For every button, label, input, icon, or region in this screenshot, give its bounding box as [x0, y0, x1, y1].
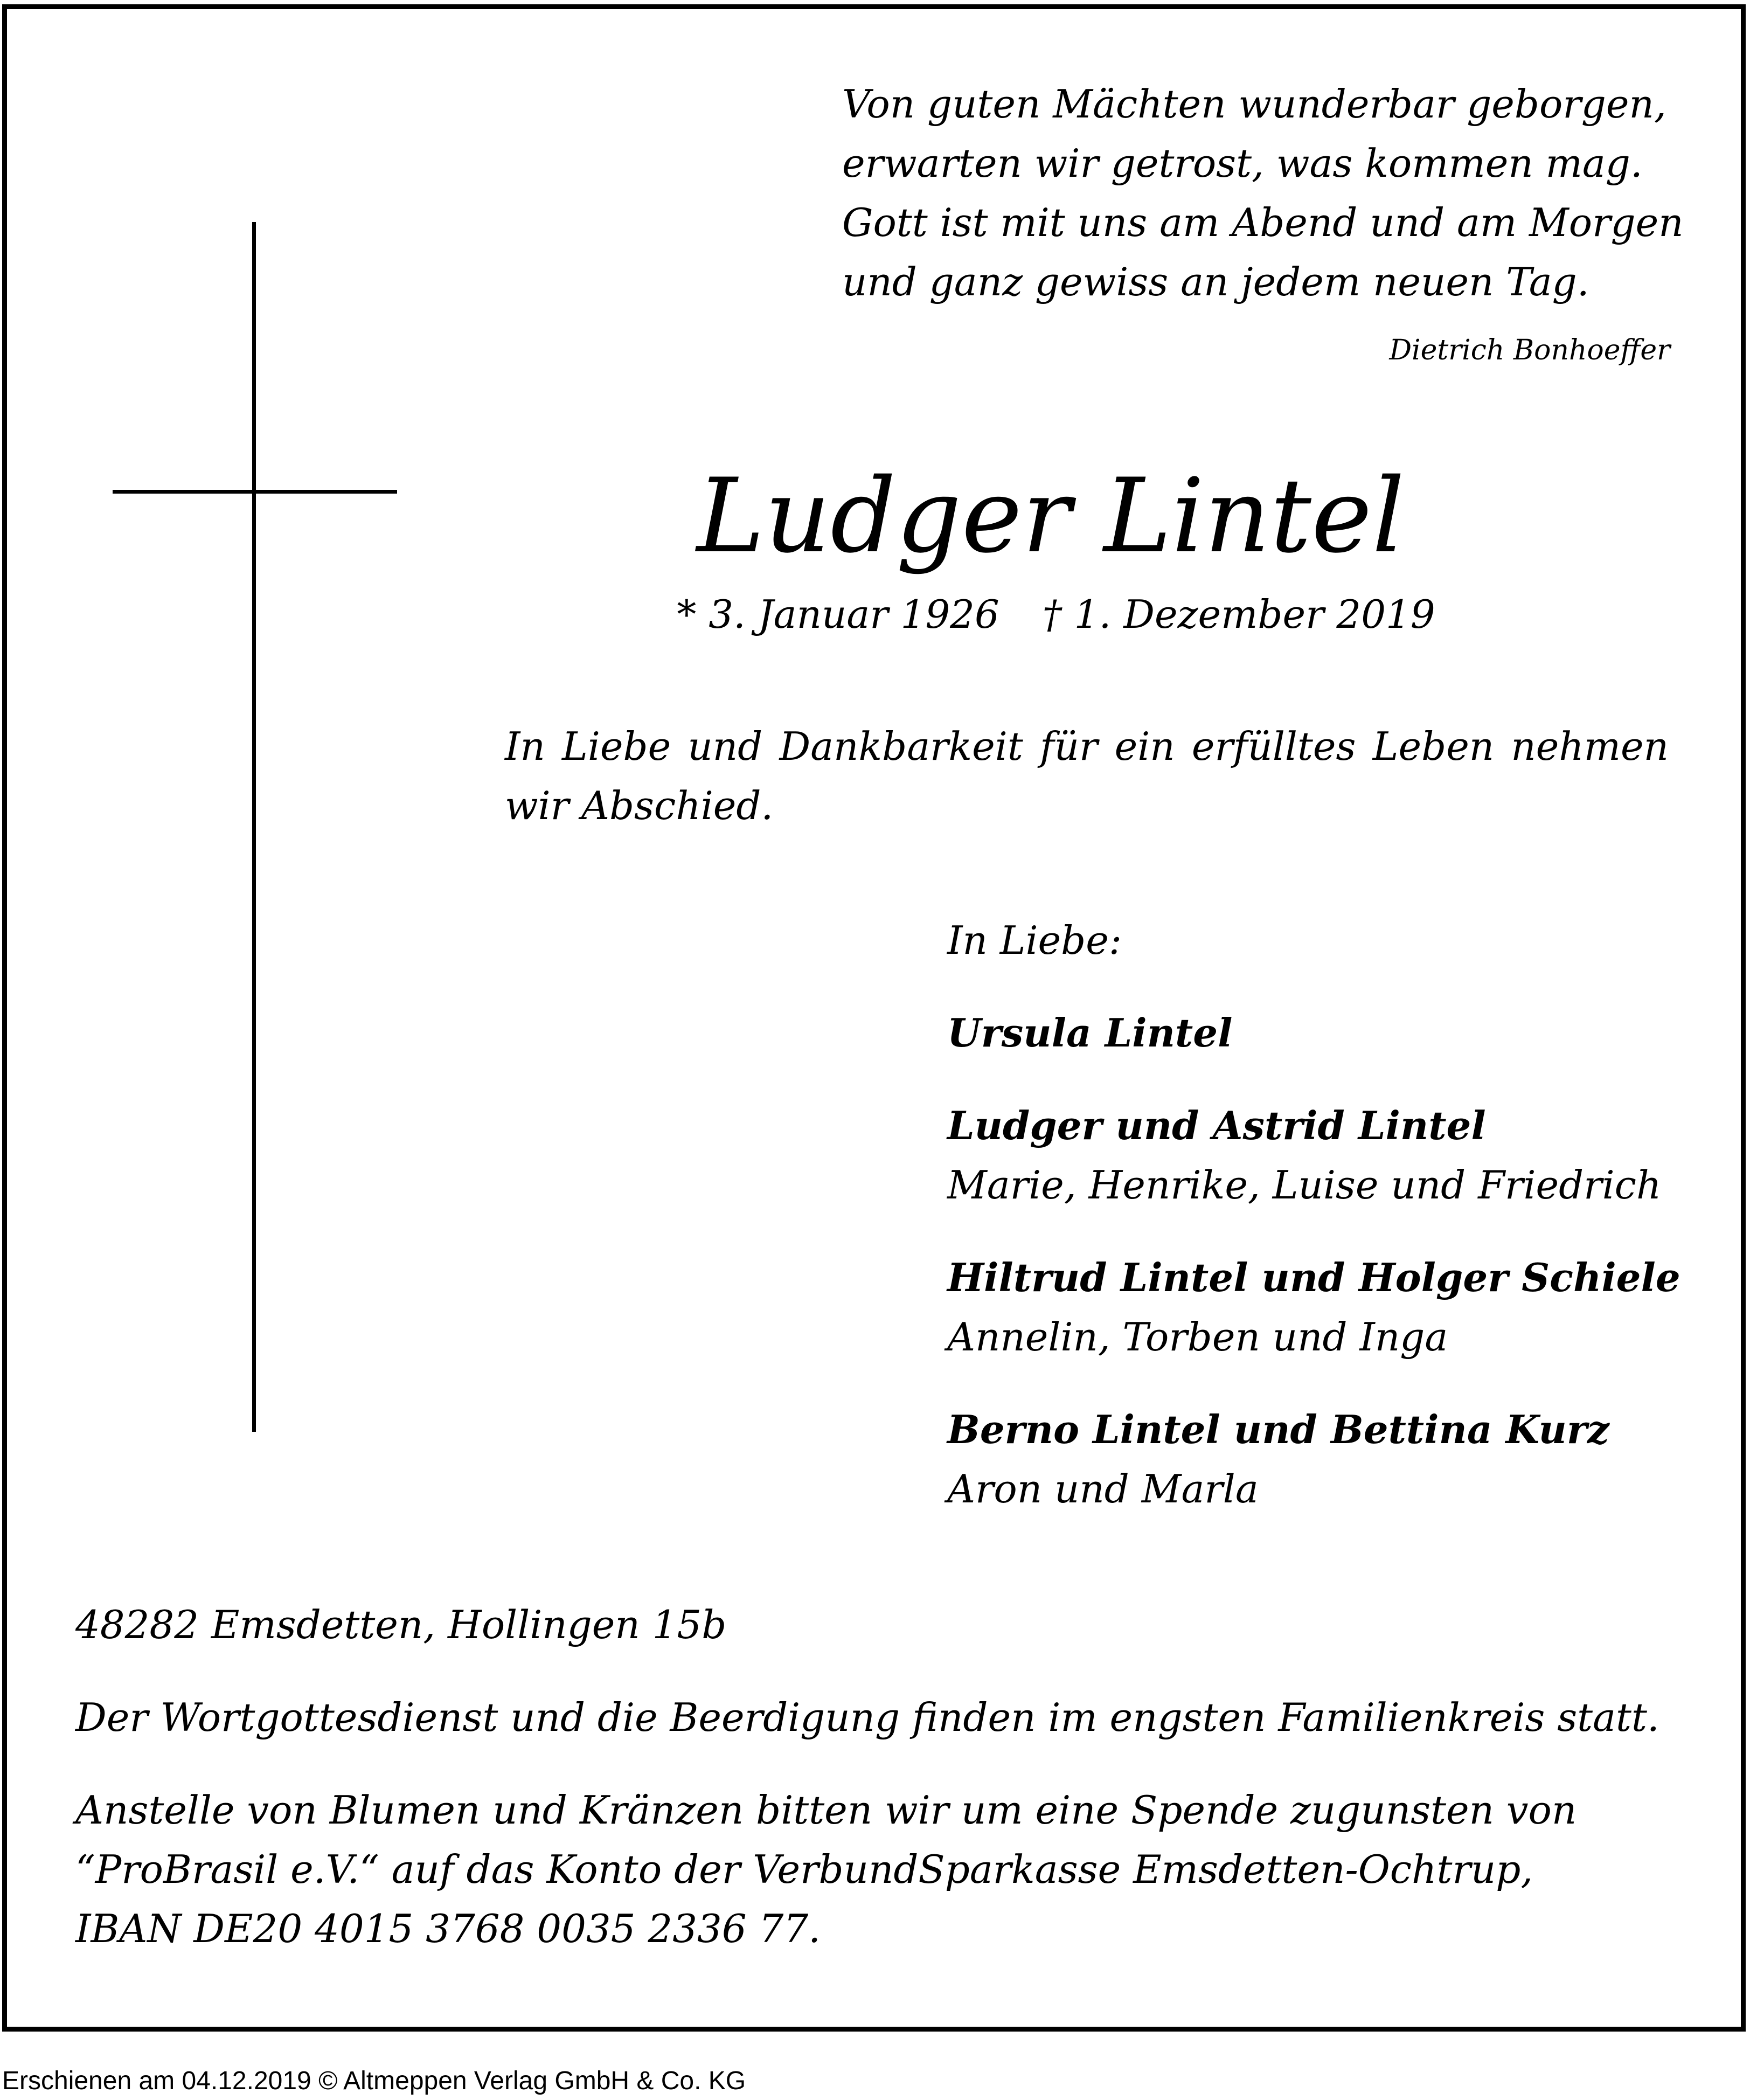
deceased-name: Ludger Lintel	[696, 456, 1405, 576]
family-names: Ludger und Astrid Lintel	[947, 1103, 1486, 1148]
cross-icon-bar	[113, 490, 397, 494]
address: 48282 Emsdetten, Hollingen 15b	[75, 1602, 727, 1647]
life-dates	[668, 585, 1444, 644]
publication-footer: Erschienen am 04.12.2019 © Altmeppen Verlag GmbH & Co. KG	[2, 2067, 746, 2095]
donation-line: Anstelle von Blumen und Kränzen bitten wir um eine Spende zugunsten von	[75, 1787, 1577, 1833]
quote-line: erwarten wir getrost, was kommen mag.	[842, 141, 1643, 186]
birth-date: * 3. Januar 1926	[677, 592, 999, 637]
quote-line: Gott ist mit uns am Abend und am Morgen	[842, 200, 1684, 245]
quote-line: Von guten Mächten wunderbar geborgen,	[842, 81, 1666, 127]
family-intro: In Liebe:	[947, 918, 1122, 963]
family-children: Aron und Marla	[947, 1466, 1259, 1512]
family-list	[947, 911, 1702, 1519]
quote-author: Dietrich Bonhoeffer	[1389, 334, 1670, 366]
donation-line: “ProBrasil e.V.“ auf das Konto der VerbundSparkasse Emsdetten-Ochtrup,	[75, 1847, 1533, 1892]
info-section	[75, 1595, 1692, 1958]
donation-note	[75, 1780, 1692, 1958]
donation-line: IBAN DE20 4015 3768 0035 2336 77.	[75, 1906, 821, 1951]
farewell-text: In Liebe und Dankbarkeit für ein erfülltes Leben nehmen wir Abschied.	[505, 724, 1669, 828]
family-names: Ursula Lintel	[947, 1010, 1233, 1056]
family-children: Marie, Henrike, Luise und Friedrich	[947, 1162, 1662, 1208]
death-date: † 1. Dezember 2019	[1042, 592, 1435, 637]
family-children: Annelin, Torben und Inga	[947, 1314, 1448, 1360]
quote	[842, 74, 1683, 311]
family-names: Hiltrud Lintel und Holger Schiele	[947, 1255, 1680, 1300]
service-note: Der Wortgottesdienst und die Beerdigung finden im engsten Familienkreis statt.	[75, 1695, 1659, 1740]
quote-line: und ganz gewiss an jedem neuen Tag.	[842, 259, 1589, 304]
family-names: Berno Lintel und Bettina Kurz	[947, 1406, 1609, 1452]
cross-icon	[252, 222, 256, 1432]
